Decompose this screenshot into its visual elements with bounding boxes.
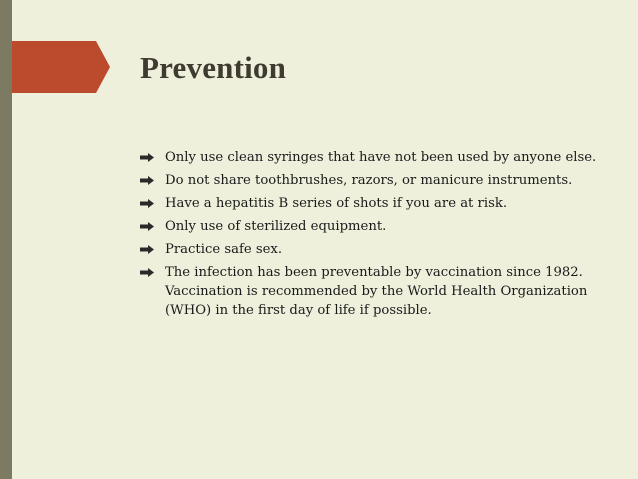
bullet-item	[140, 194, 600, 213]
bullet-item	[140, 217, 600, 236]
bullet-item	[140, 171, 600, 190]
arrow-bullet-icon	[140, 222, 154, 231]
arrow-bullet-icon	[140, 176, 154, 185]
arrow-bullet-icon	[140, 245, 154, 254]
title-accent-banner-tip	[96, 41, 110, 93]
bullet-list	[140, 148, 600, 324]
bullet-text: Practice safe sex.	[165, 242, 283, 257]
bullet-text: The infection has been preventable by vaccination since 1982. Vaccination is recommended by the World Health Organization (WHO) in the first day of life if possible.	[165, 265, 588, 318]
left-accent-bar	[0, 0, 12, 479]
bullet-item	[140, 148, 600, 167]
bullet-text: Have a hepatitis B series of shots if you are at risk.	[165, 196, 508, 211]
arrow-bullet-icon	[140, 199, 154, 208]
bullet-text: Do not share toothbrushes, razors, or manicure instruments.	[165, 173, 573, 188]
bullet-item	[140, 263, 600, 320]
bullet-item	[140, 240, 600, 259]
bullet-text: Only use of sterilized equipment.	[165, 219, 387, 234]
arrow-bullet-icon	[140, 268, 154, 277]
slide-title: Prevention	[140, 50, 287, 85]
bullet-text: Only use clean syringes that have not been used by anyone else.	[165, 150, 597, 165]
arrow-bullet-icon	[140, 153, 154, 162]
title-accent-banner	[12, 41, 96, 93]
